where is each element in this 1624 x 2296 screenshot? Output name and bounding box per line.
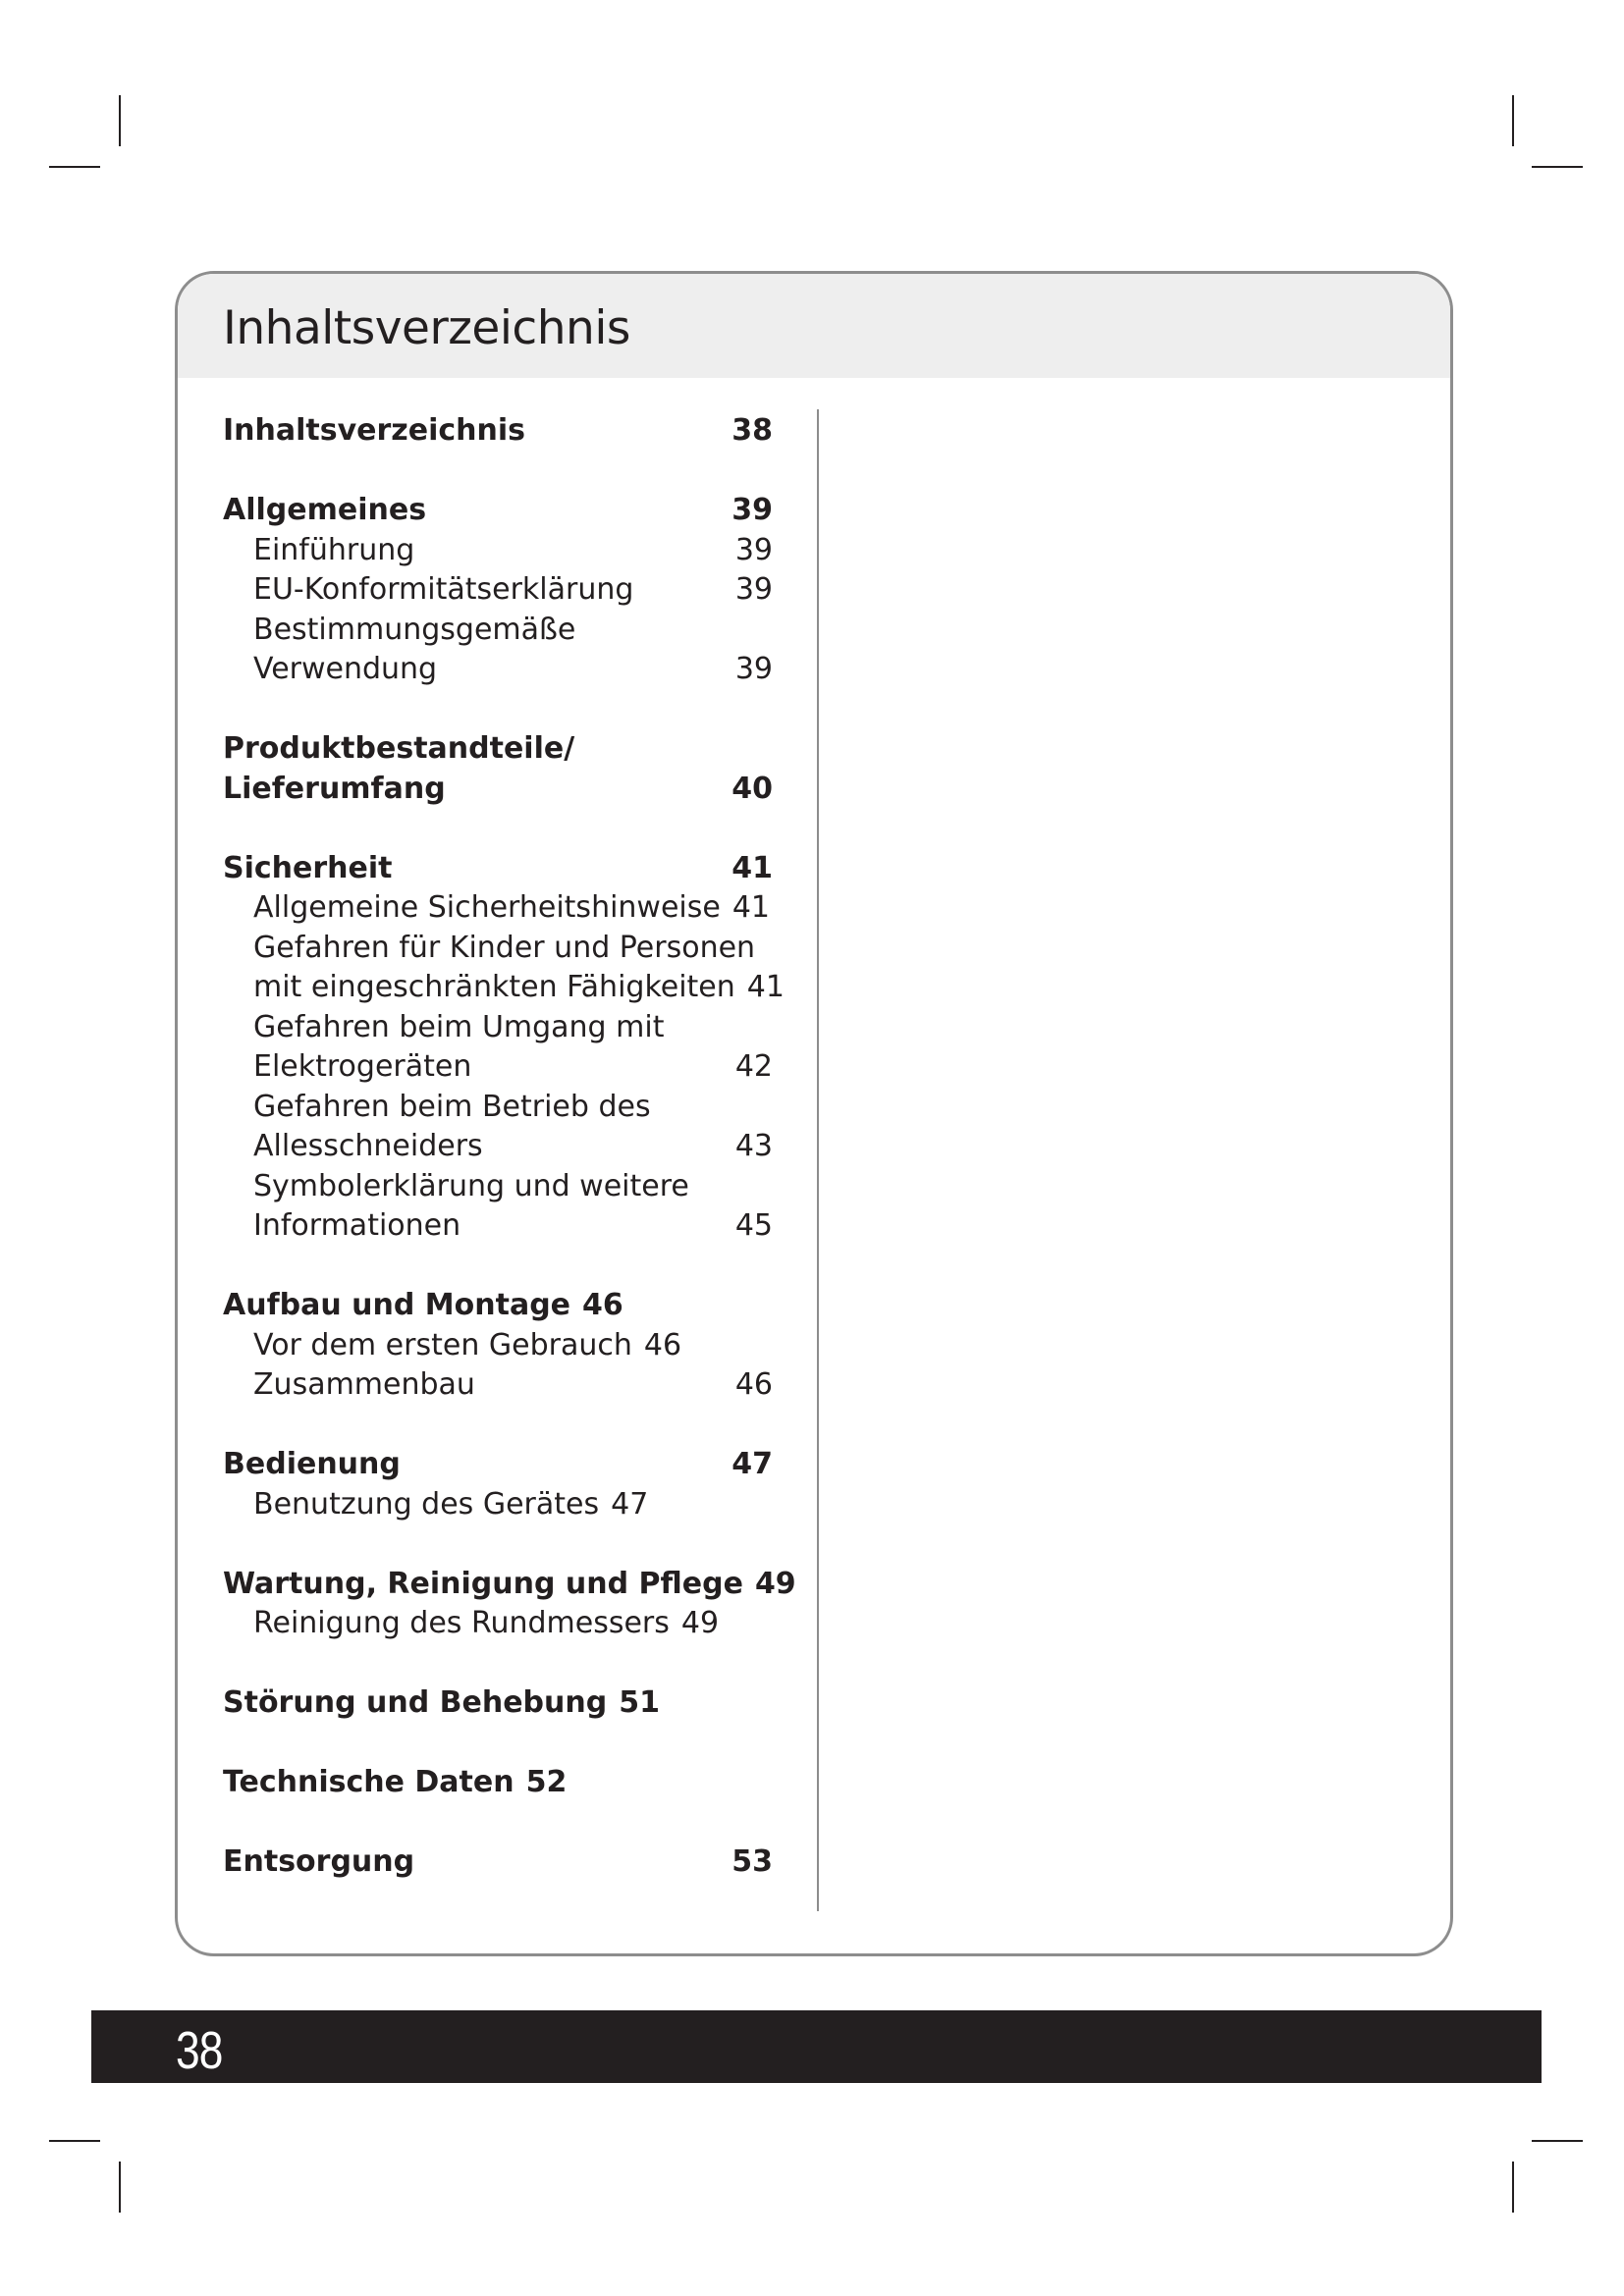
toc-entry-title: mit eingeschränkten Fähigkeiten bbox=[253, 970, 735, 1004]
crop-mark bbox=[49, 2140, 100, 2142]
toc-entry-title: Reinigung des Rundmessers bbox=[253, 1606, 670, 1640]
toc-subentry[interactable] bbox=[223, 1485, 773, 1525]
toc-entry-title: Produktbestandteile/ bbox=[223, 731, 575, 766]
page-title: Inhaltsverzeichnis bbox=[223, 301, 630, 355]
toc-entry-page: 39 bbox=[731, 493, 773, 527]
toc-entry-page: 46 bbox=[582, 1288, 623, 1322]
toc-entry-page: 46 bbox=[734, 1367, 773, 1402]
toc-subentry[interactable] bbox=[223, 1047, 773, 1088]
toc-subentry[interactable] bbox=[223, 1206, 773, 1247]
toc-entry-page: 45 bbox=[734, 1208, 773, 1243]
toc-entry-page: 39 bbox=[734, 572, 773, 607]
toc-entry-title: EU-Konformitätserklärung bbox=[253, 572, 634, 607]
toc-subentry[interactable] bbox=[223, 1127, 773, 1167]
toc-entry-page: 42 bbox=[734, 1049, 773, 1084]
toc-entry-title: Allgemeine Sicherheitshinweise bbox=[253, 890, 721, 925]
toc-entry-title: Verwendung bbox=[253, 652, 438, 686]
toc-subentry[interactable] bbox=[223, 1604, 773, 1644]
toc-subentry[interactable] bbox=[223, 1088, 773, 1128]
toc-entry-page: 39 bbox=[734, 652, 773, 686]
toc-subentry[interactable] bbox=[223, 1365, 773, 1406]
toc-entry-title: Lieferumfang bbox=[223, 771, 446, 806]
toc-subentry[interactable] bbox=[223, 570, 773, 611]
crop-mark bbox=[1532, 166, 1583, 168]
crop-mark bbox=[1512, 95, 1514, 146]
toc-subentry[interactable] bbox=[223, 1167, 773, 1207]
toc-entry-title: Informationen bbox=[253, 1208, 461, 1243]
page-number: 38 bbox=[176, 2021, 223, 2080]
toc-entry-title: Technische Daten bbox=[223, 1765, 514, 1799]
toc-entry-page: 39 bbox=[734, 532, 773, 567]
toc-subentry[interactable] bbox=[223, 531, 773, 571]
toc-entry-title: Benutzung des Gerätes bbox=[253, 1486, 600, 1522]
toc-entry-page: 40 bbox=[731, 771, 773, 806]
toc-entry-title: Gefahren beim Betrieb des bbox=[253, 1089, 651, 1124]
toc-entry-title: Vor dem ersten Gebrauch bbox=[253, 1327, 632, 1362]
toc-entry[interactable] bbox=[223, 411, 773, 452]
toc-entry-title: Allgemeines bbox=[223, 493, 427, 527]
toc-entry-page: 38 bbox=[731, 413, 773, 448]
toc-entry-title: Inhaltsverzeichnis bbox=[223, 413, 526, 448]
toc-header bbox=[178, 274, 1450, 378]
toc-entry-title: Zusammenbau bbox=[253, 1367, 475, 1402]
toc-entry-title: Allesschneiders bbox=[253, 1129, 483, 1163]
crop-mark bbox=[119, 2162, 121, 2213]
toc-entry-title: Sicherheit bbox=[223, 850, 393, 885]
toc-entry-title: Gefahren für Kinder und Personen bbox=[253, 930, 756, 965]
toc-entry-page: 49 bbox=[680, 1606, 720, 1640]
table-of-contents-box bbox=[175, 271, 1453, 1956]
toc-subentry[interactable] bbox=[223, 1326, 773, 1366]
toc-subentry[interactable] bbox=[223, 611, 773, 651]
crop-mark bbox=[119, 95, 121, 146]
crop-mark bbox=[49, 166, 100, 168]
toc-entry-page: 49 bbox=[754, 1566, 796, 1601]
toc-entry-page: 41 bbox=[731, 890, 771, 925]
toc-entry-title: Symbolerklärung und weitere bbox=[253, 1168, 689, 1203]
toc-entry[interactable] bbox=[223, 1842, 773, 1883]
toc-entry-title: Gefahren beim Umgang mit bbox=[253, 1009, 665, 1044]
toc-entry[interactable] bbox=[223, 849, 773, 889]
toc-entry-page: 53 bbox=[731, 1844, 773, 1879]
toc-entry-title: Wartung, Reinigung und Pflege bbox=[223, 1566, 743, 1601]
column-divider bbox=[817, 409, 819, 1911]
toc-entry-page: 51 bbox=[619, 1685, 660, 1720]
toc-subentry[interactable] bbox=[223, 888, 773, 929]
toc-entry[interactable] bbox=[223, 729, 773, 770]
toc-entry[interactable] bbox=[223, 1445, 773, 1485]
toc-entry-page: 47 bbox=[611, 1486, 649, 1522]
toc-subentry[interactable] bbox=[223, 929, 773, 969]
toc-list bbox=[223, 411, 796, 1883]
toc-entry-page: 46 bbox=[643, 1327, 682, 1362]
toc-entry[interactable] bbox=[223, 1286, 773, 1326]
toc-entry[interactable] bbox=[223, 1763, 773, 1803]
toc-entry-page: 41 bbox=[731, 850, 773, 885]
toc-entry[interactable] bbox=[223, 1683, 773, 1724]
toc-entry-title: Elektrogeräten bbox=[253, 1049, 472, 1084]
toc-entry-page: 52 bbox=[525, 1765, 568, 1799]
toc-entry-title: Bestimmungsgemäße bbox=[253, 612, 576, 647]
toc-entry-title: Einführung bbox=[253, 532, 415, 567]
toc-subentry[interactable] bbox=[223, 1008, 773, 1048]
toc-entry[interactable] bbox=[223, 770, 773, 810]
toc-entry-page: 43 bbox=[734, 1129, 773, 1163]
toc-subentry[interactable] bbox=[223, 968, 785, 1008]
toc-entry-title: Störung und Behebung bbox=[223, 1685, 608, 1720]
toc-entry[interactable] bbox=[223, 1565, 796, 1605]
footer-bar bbox=[91, 2010, 1542, 2083]
toc-entry-page: 41 bbox=[746, 970, 785, 1004]
toc-entry-title: Aufbau und Montage bbox=[223, 1288, 571, 1322]
toc-entry-title: Bedienung bbox=[223, 1447, 401, 1481]
toc-entry-page: 47 bbox=[731, 1447, 773, 1481]
toc-subentry[interactable] bbox=[223, 650, 773, 690]
toc-entry[interactable] bbox=[223, 491, 773, 531]
crop-mark bbox=[1512, 2162, 1514, 2213]
toc-entry-title: Entsorgung bbox=[223, 1844, 415, 1879]
crop-mark bbox=[1532, 2140, 1583, 2142]
